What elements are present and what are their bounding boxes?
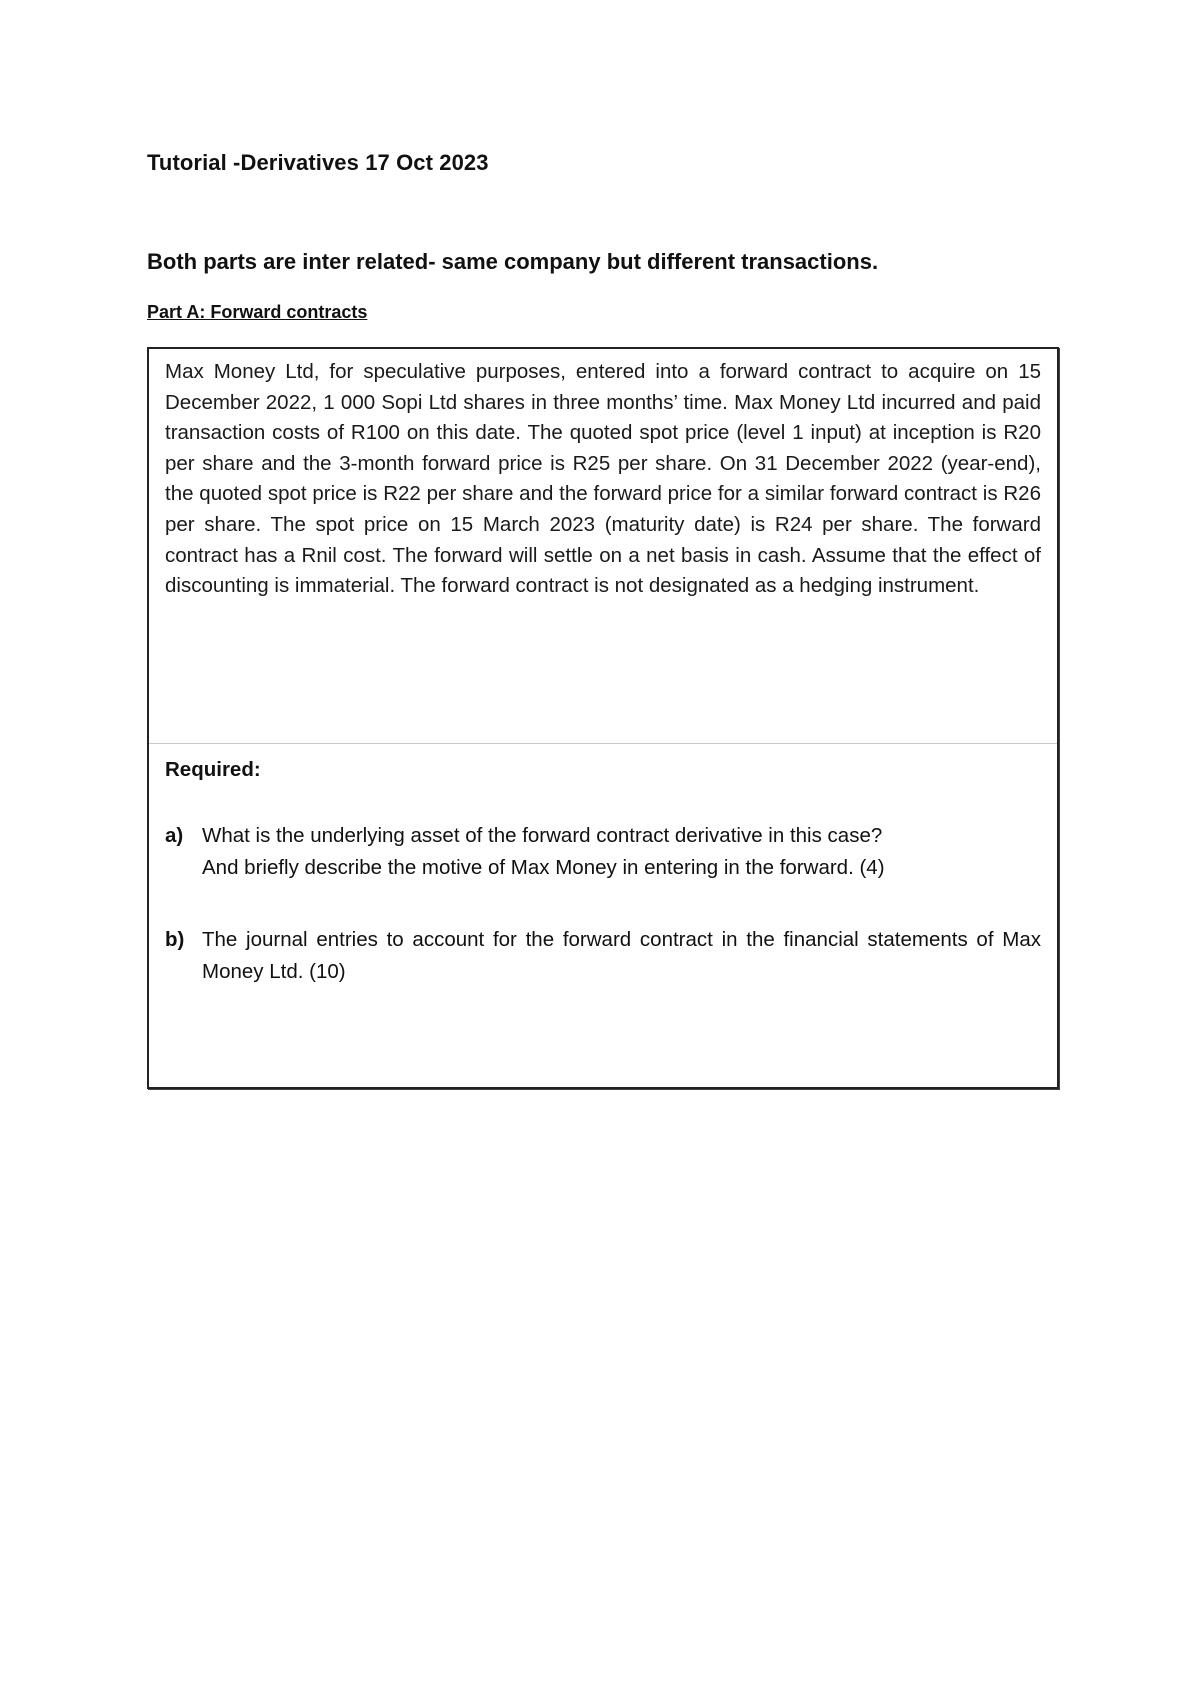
question-a-line-1: What is the underlying asset of the forward contract derivative in this case?: [202, 824, 883, 847]
scenario-cell: [149, 349, 1057, 744]
question-b-text: The journal entries to account for the forward contract in the financial statements of Max Money Ltd. (10): [202, 928, 1041, 983]
scenario-text: Max Money Ltd, for speculative purposes, entered into a forward contract to acquire on 15 December 2022, 1 000 Sopi Ltd shares in three months’ time. Max Money Ltd incurred and paid transaction costs of R100 on this date. The quoted spot price (level 1 input) at inception is R20 per share and the 3-month forward price is R25 per share. On 31 December 2022 (year-end), the quoted spot price is R22 per share and the forward price for a similar forward contract is R26 per share. The spot price on 15 March 2023 (maturity date) is R24 per share. The forward contract has a Rnil cost. The forward will settle on a net basis in cash. Assume that the effect of discounting is immaterial. The forward contract is not designated as a hedging instrument.: [165, 360, 1041, 598]
required-cell: [149, 744, 1057, 1089]
question-a-text: [202, 820, 1041, 884]
required-label: Required:: [165, 758, 261, 781]
part-a-heading: Part A: Forward contracts: [147, 302, 368, 322]
question-b-label: b): [165, 928, 185, 951]
page-subtitle: Both parts are inter related- same company but different transactions.: [147, 249, 879, 274]
question-box: [147, 347, 1059, 1089]
question-a-label: a): [165, 824, 184, 847]
question-a: [165, 820, 1041, 884]
page-title: Tutorial -Derivatives 17 Oct 2023: [147, 150, 489, 175]
question-b: [165, 924, 1041, 988]
question-a-line-2: And briefly describe the motive of Max Money in entering in the forward. (4): [202, 856, 885, 879]
